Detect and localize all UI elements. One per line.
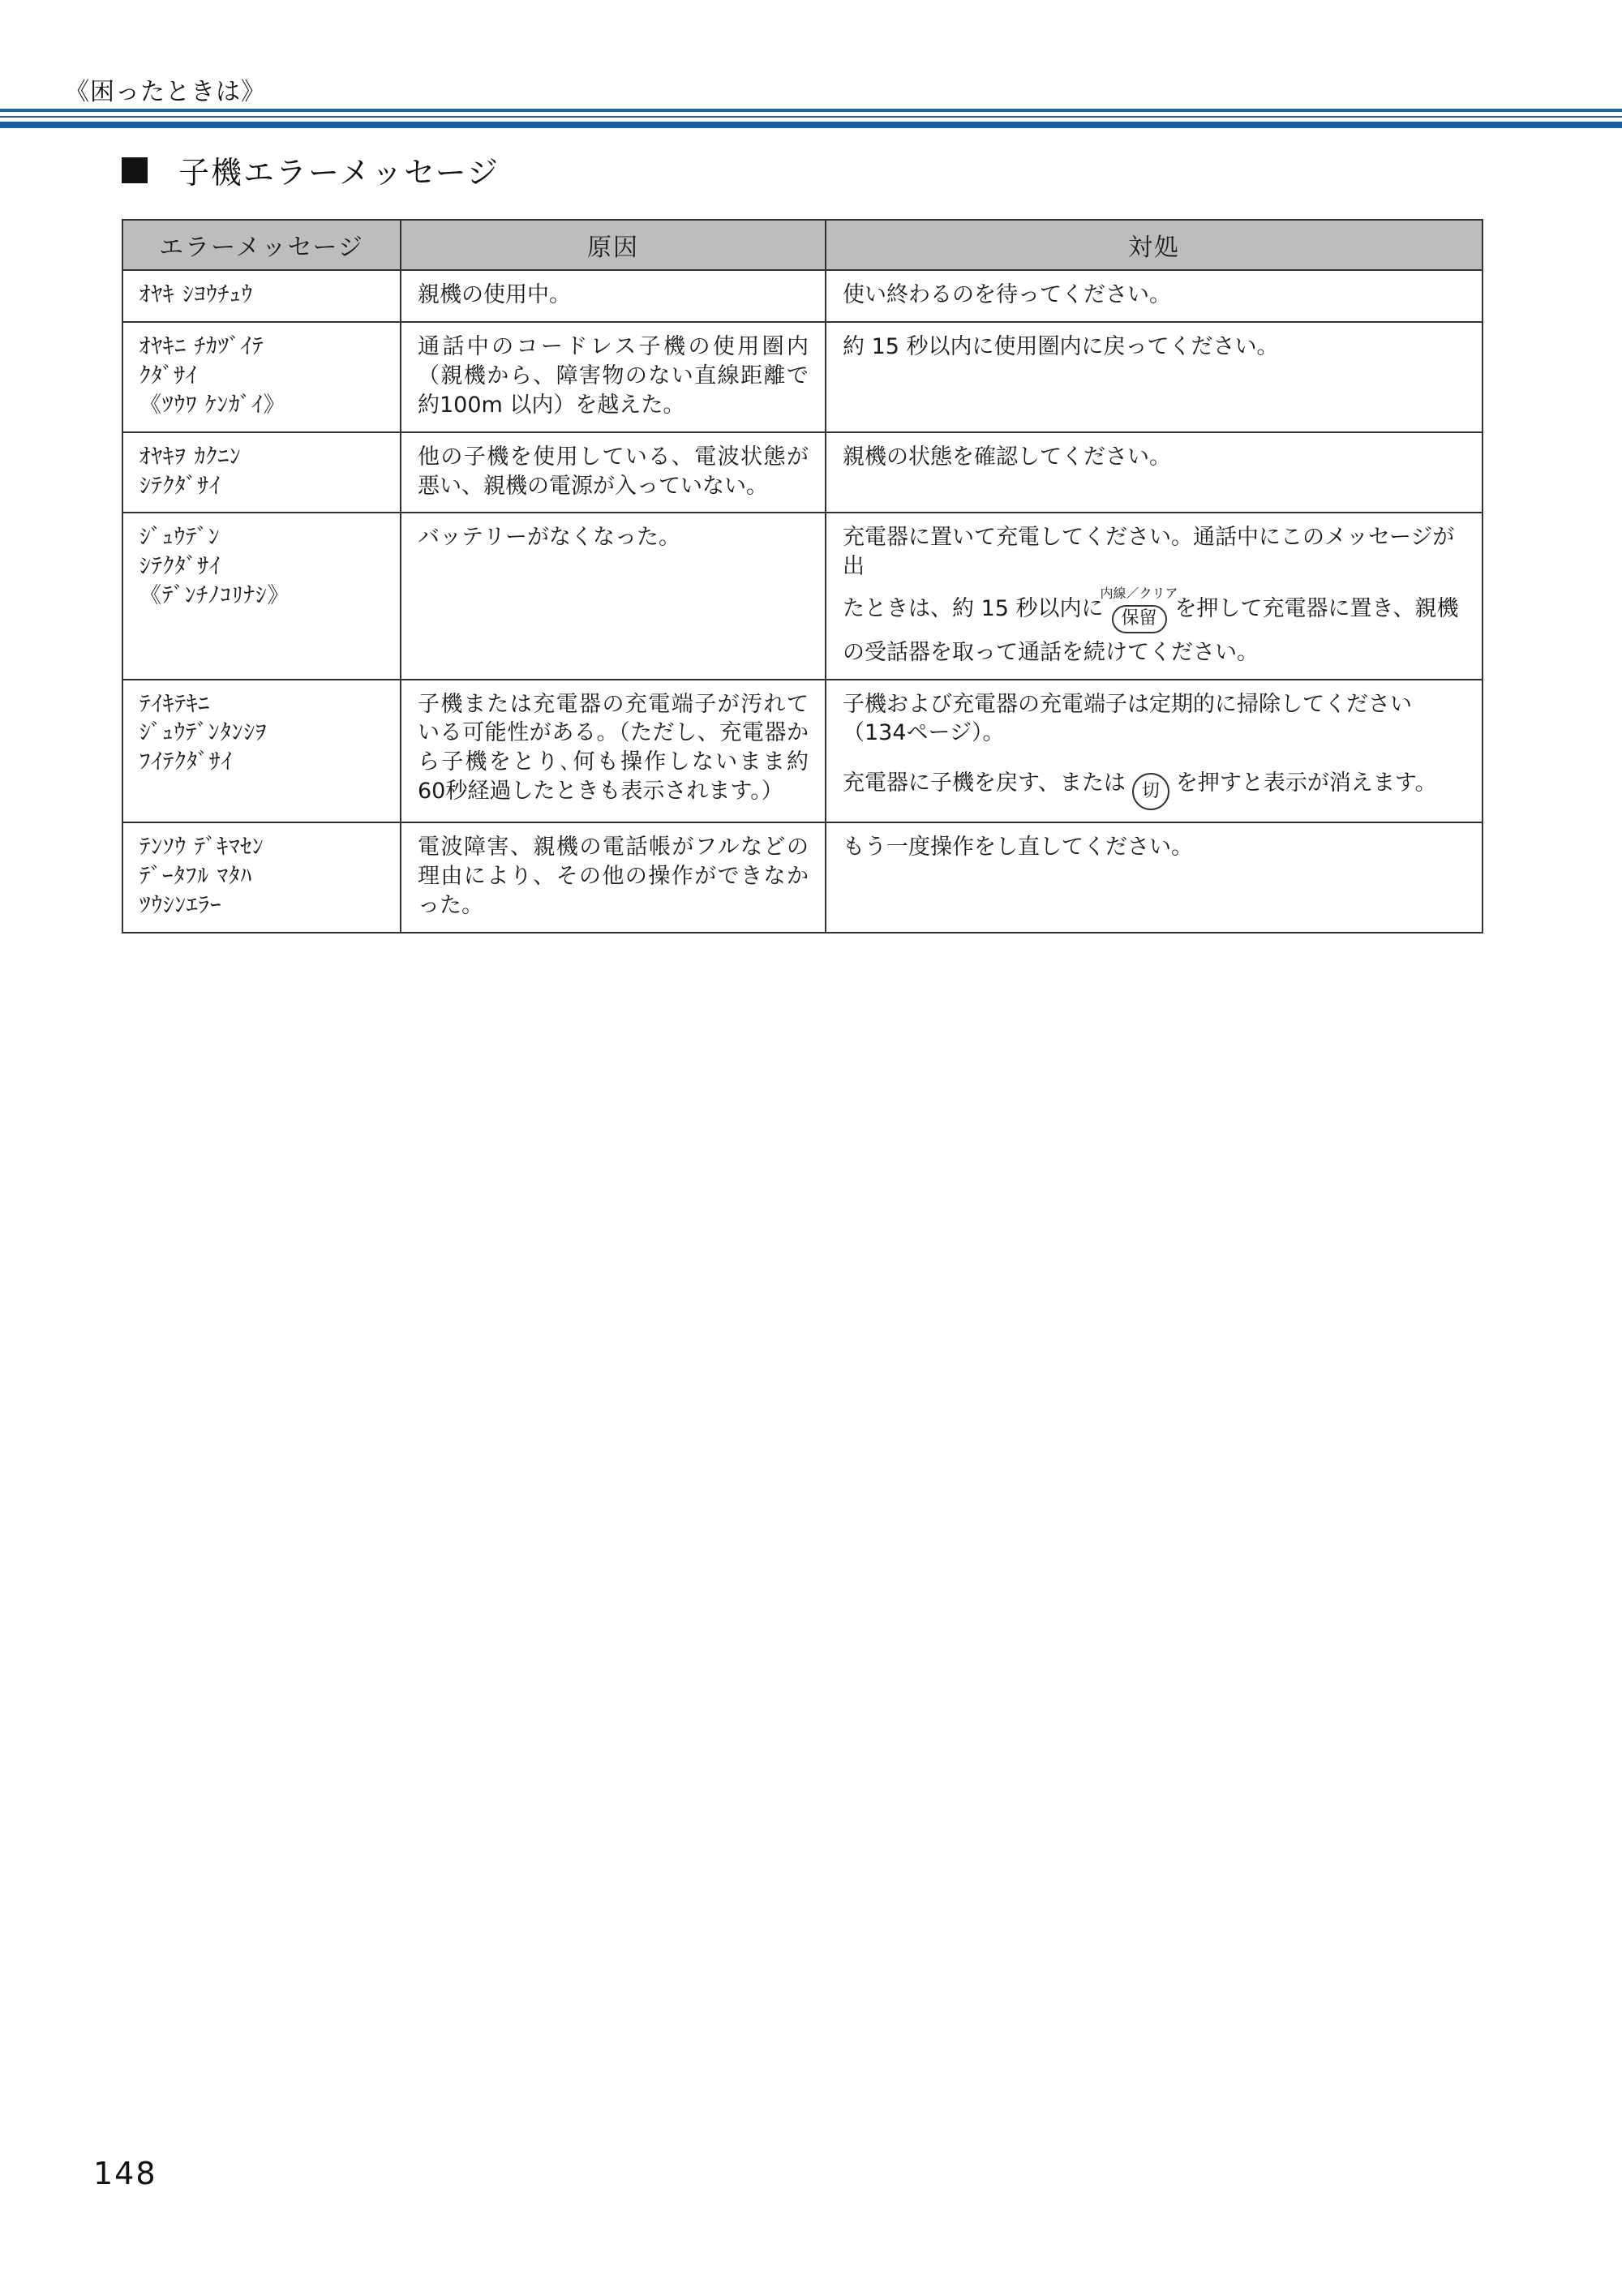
table-header-row	[122, 220, 1483, 270]
cause-cell: バッテリーがなくなった。	[401, 513, 826, 679]
table-row	[122, 680, 1483, 822]
column-header-action: 対処	[826, 220, 1483, 270]
message-line: ｼﾃｸﾀﾞｻｲ	[139, 554, 221, 580]
off-key-icon: 切	[1132, 773, 1169, 810]
message-cell	[122, 270, 401, 322]
cause-cell: 子機または充電器の充電端子が汚れている可能性がある。（ただし、充電器から子機をとり､何も操作しないまま約 60秒経過したときも表示されます。）	[401, 680, 826, 822]
action-line: 充電器に置いて充電してください。通話中にこのメッセージが出	[843, 525, 1455, 580]
action-text: を押して充電器に置き、親機	[1174, 596, 1459, 622]
cause-cell: 他の子機を使用している、電波状態が悪い、親機の電源が入っていない。	[401, 432, 826, 513]
action-cell: もう一度操作をし直してください。	[826, 822, 1483, 933]
action-text: 充電器に子機を戻す、または	[843, 770, 1126, 796]
section-heading	[122, 148, 500, 192]
table-row	[122, 513, 1483, 679]
action-cell: 使い終わるのを待ってください。	[826, 270, 1483, 322]
message-line: ﾂｳｼﾝｴﾗｰ	[139, 892, 222, 918]
action-line: の受話器を取って通話を続けてください。	[843, 639, 1259, 665]
hold-key-icon	[1100, 586, 1178, 633]
message-line: ｸﾀﾞｻｲ	[139, 363, 198, 388]
action-cell	[826, 680, 1483, 822]
message-line: ｼﾞｭｳﾃﾞﾝ	[139, 525, 221, 551]
action-cell: 約 15 秒以内に使用圏内に戻ってください。	[826, 322, 1483, 432]
message-line: ﾌｲﾃｸﾀﾞｻｲ	[139, 749, 233, 775]
header-rule	[0, 109, 1622, 112]
action-line	[843, 586, 1465, 633]
message-line: 《ﾃﾞﾝﾁﾉｺﾘﾅｼ》	[139, 583, 290, 609]
table-row	[122, 822, 1483, 933]
message-cell	[122, 680, 401, 822]
message-line: ｵﾔｷ ｼﾖｳﾁｭｳ	[139, 282, 254, 307]
message-cell	[122, 513, 401, 679]
cause-cell: 電波障害、親機の電話帳がフルなどの理由により、その他の操作ができなかった。	[401, 822, 826, 933]
section-title: 子機エラーメッセージ	[178, 155, 500, 191]
message-line: ｵﾔｷﾆ ﾁｶﾂﾞｲﾃ	[139, 333, 264, 359]
action-paragraph	[843, 769, 1465, 810]
message-line: ﾃﾞｰﾀﾌﾙ ﾏﾀﾊ	[139, 863, 253, 889]
message-line: ﾃｲｷﾃｷﾆ	[139, 691, 210, 717]
message-line: ｵﾔｷｦ ｶｸﾆﾝ	[139, 444, 242, 470]
cause-cell: 親機の使用中。	[401, 270, 826, 322]
error-message-table	[122, 219, 1483, 933]
table-row	[122, 322, 1483, 432]
action-cell: 親機の状態を確認してください。	[826, 432, 1483, 513]
message-line: 《ﾂｳﾜ ｹﾝｶﾞｲ》	[139, 392, 286, 418]
key-caption: 内線／クリア	[1100, 586, 1178, 602]
action-text: を押すと表示が消えます。	[1175, 770, 1437, 796]
page-number: 148	[93, 2156, 157, 2191]
message-line: ﾃﾝｿｳ ﾃﾞｷﾏｾﾝ	[139, 834, 264, 860]
action-paragraph: 子機および充電器の充電端子は定期的に掃除してください（134ページ）。	[843, 691, 1412, 746]
message-cell	[122, 322, 401, 432]
message-cell	[122, 822, 401, 933]
action-cell	[826, 513, 1483, 679]
table-row	[122, 270, 1483, 322]
column-header-cause: 原因	[401, 220, 826, 270]
column-header-message: エラーメッセージ	[122, 220, 401, 270]
message-line: ｼﾞｭｳﾃﾞﾝﾀﾝｼｦ	[139, 720, 268, 746]
message-line: ｼﾃｸﾀﾞｻｲ	[139, 473, 221, 499]
table-row	[122, 432, 1483, 513]
square-bullet-icon	[122, 157, 148, 183]
cause-cell: 通話中のコードレス子機の使用圏内（親機から、障害物のない直線距離で約100m 以内）を越えた。	[401, 322, 826, 432]
key-label: 保留	[1112, 605, 1167, 633]
header-rule	[0, 116, 1622, 118]
message-cell	[122, 432, 401, 513]
running-header: 《困ったときは》	[65, 78, 266, 106]
header-rule	[0, 122, 1622, 128]
action-text: たときは、約 15 秒以内に	[843, 596, 1104, 622]
